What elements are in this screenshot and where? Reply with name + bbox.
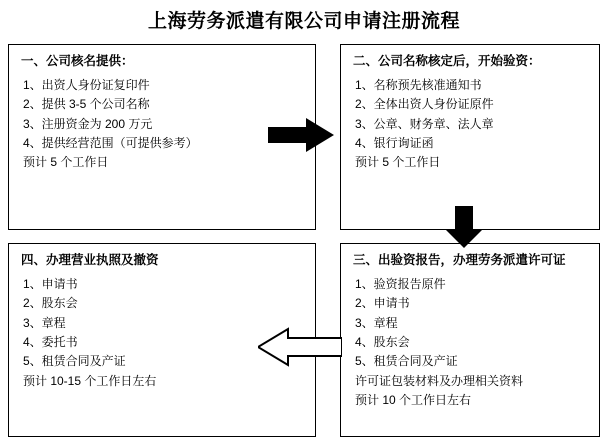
arrow-down-icon — [446, 206, 482, 248]
box-3-item-1: 1、验资报告原件 — [355, 276, 446, 291]
box-1-item-2: 2、提供 3-5 个公司名称 — [23, 97, 150, 112]
box-3-item-7: 预计 10 个工作日左右 — [355, 393, 472, 408]
box-3-item-5: 5、租赁合同及产证 — [355, 354, 458, 369]
box-4-item-1: 1、申请书 — [23, 276, 78, 291]
arrow-right-icon — [268, 118, 334, 152]
box-3-item-2: 2、申请书 — [355, 296, 410, 311]
box-2-item-4: 4、银行询证函 — [355, 135, 434, 150]
box-4-item-5: 5、租赁合同及产证 — [23, 354, 126, 369]
box-3-heading: 三、出验资报告，办理劳务派遣许可证 — [353, 253, 566, 267]
box-2-item-3: 3、公章、财务章、法人章 — [355, 116, 494, 131]
process-step-box-2 — [340, 44, 600, 230]
box-2-item-2: 2、全体出资人身份证原件 — [355, 97, 494, 112]
process-step-box-3 — [340, 243, 600, 437]
box-4-item-4: 4、委托书 — [23, 334, 78, 349]
box-3-item-6: 许可证包装材料及办理相关资料 — [355, 373, 524, 388]
box-2-item-1: 1、名称预先核准通知书 — [355, 77, 482, 92]
box-2-items — [341, 76, 599, 181]
box-1-item-4: 4、提供经营范围（可提供参考） — [23, 135, 198, 150]
box-1-item-1: 1、出资人身份证复印件 — [23, 77, 150, 92]
page-title: 上海劳务派遣有限公司申请注册流程 — [147, 11, 460, 32]
box-1-item-3: 3、注册资金为 200 万元 — [23, 116, 153, 131]
box-4-item-3: 3、章程 — [23, 315, 66, 330]
arrow-left-icon — [258, 325, 342, 369]
box-4-item-2: 2、股东会 — [23, 296, 78, 311]
box-1-item-5: 预计 5 个工作日 — [23, 155, 109, 170]
box-1-heading: 一、公司核名提供： — [21, 54, 134, 68]
box-4-item-6: 预计 10-15 个工作日左右 — [23, 373, 157, 388]
box-2-heading: 二、公司名称核定后，开始验资： — [353, 54, 541, 68]
box-2-item-5: 预计 5 个工作日 — [355, 155, 441, 170]
box-3-item-4: 4、股东会 — [355, 334, 410, 349]
box-4-heading: 四、办理营业执照及撤资 — [21, 253, 159, 267]
box-3-item-3: 3、章程 — [355, 315, 398, 330]
box-3-items — [341, 275, 599, 419]
